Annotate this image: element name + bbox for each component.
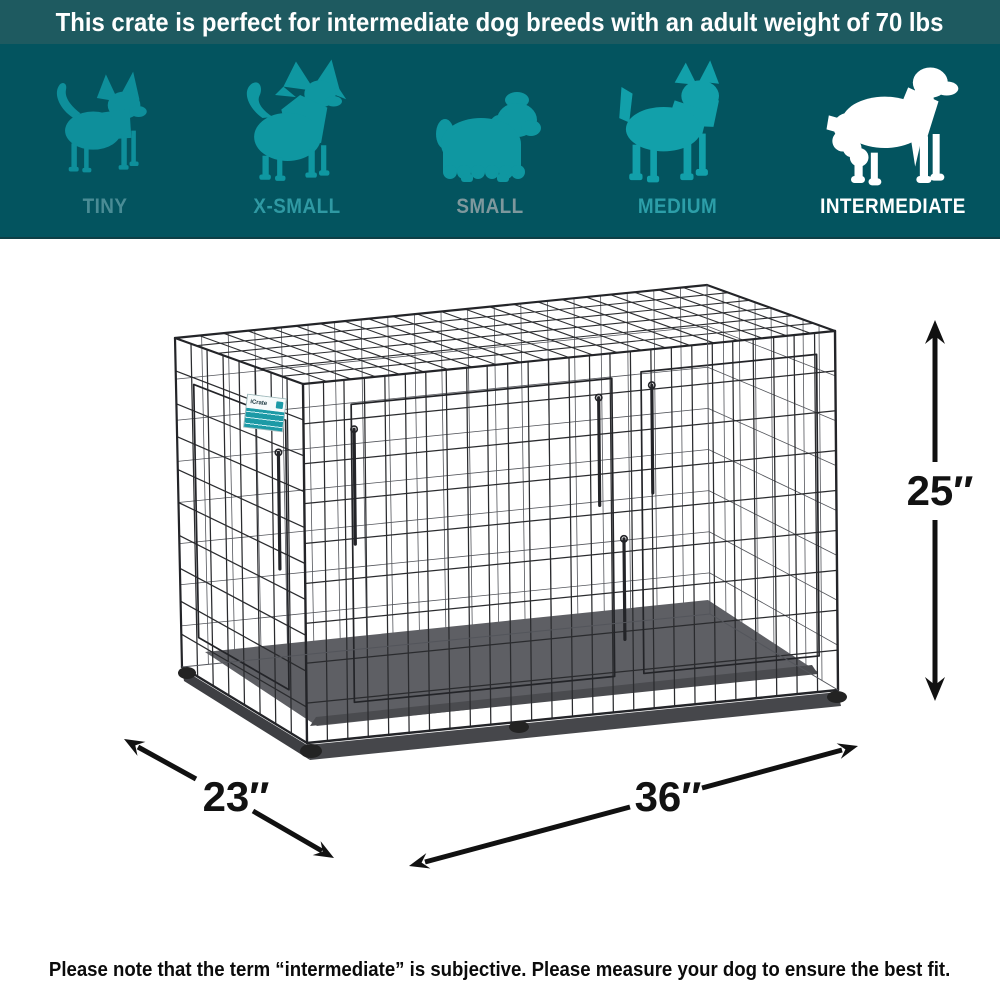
banner-text: This crate is perfect for intermediate dog breeds with an adult weight of 70 lbs bbox=[56, 6, 944, 37]
size-label-x-small: X-SMALL bbox=[253, 195, 341, 218]
footer-note-text: Please note that the term “intermediate” is subjective. Please measure your dog to ensure the best fit. bbox=[49, 959, 951, 981]
size-label-small: SMALL bbox=[456, 195, 524, 218]
size-label-medium: MEDIUM bbox=[637, 195, 718, 218]
footer-note bbox=[0, 959, 1000, 986]
icrate-brand-text: iCrate bbox=[249, 398, 268, 407]
size-label-intermediate: INTERMEDIATE bbox=[820, 195, 966, 218]
icrate-brand-label bbox=[244, 395, 286, 431]
width-dimension-label: 36″ bbox=[634, 773, 702, 820]
depth-dimension-label: 23″ bbox=[202, 773, 270, 820]
height-dimension-label: 25″ bbox=[906, 467, 974, 514]
size-label-tiny: TINY bbox=[82, 195, 128, 218]
midwest-logo-icon bbox=[276, 401, 284, 409]
